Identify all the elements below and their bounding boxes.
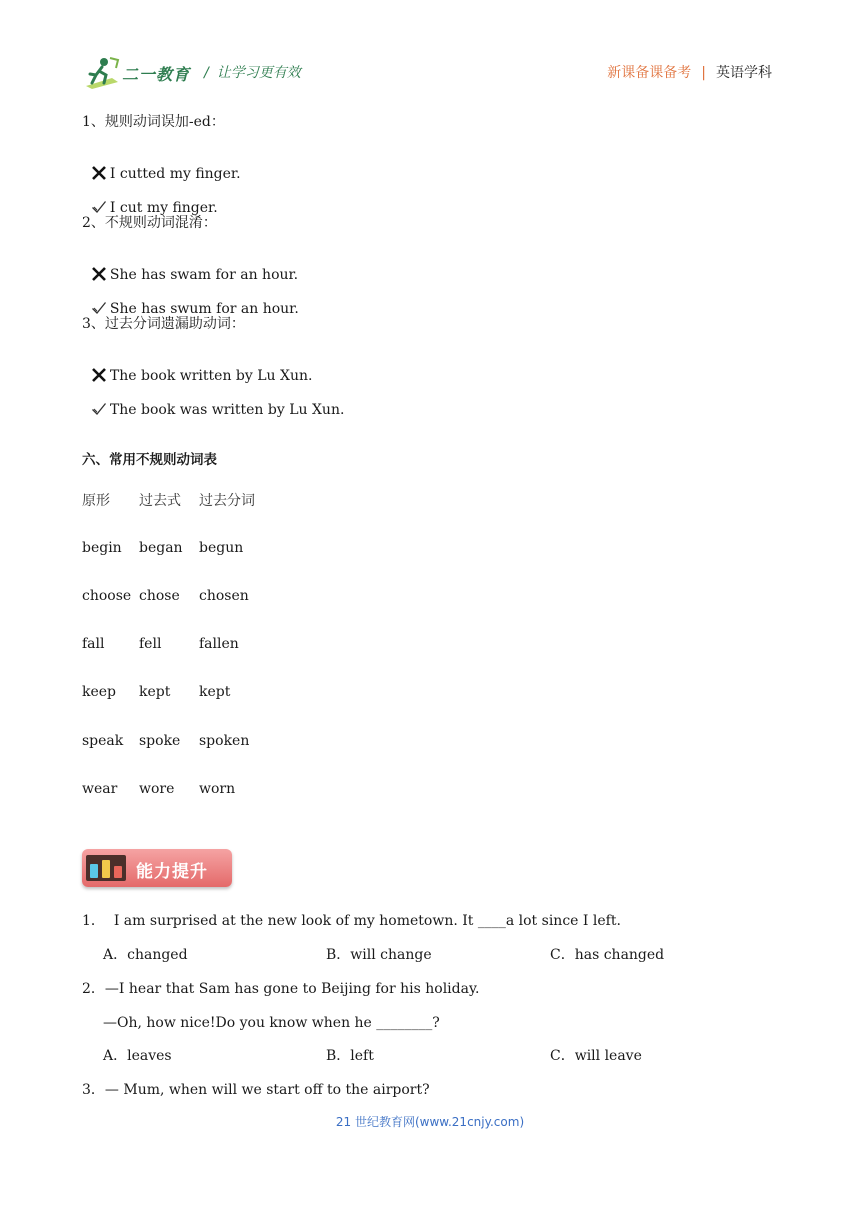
table-cell: fallen — [199, 636, 239, 652]
right-example — [82, 383, 344, 419]
cross-icon — [91, 266, 107, 282]
table-cell: kept — [199, 684, 231, 700]
cross-icon — [91, 367, 107, 383]
table-cell: fall — [82, 636, 105, 652]
wrong-text: She has swam for an hour. — [109, 267, 299, 283]
table-cell: kept — [139, 684, 171, 700]
chart-icon — [86, 855, 126, 881]
question-text: I am surprised at the new look of my hometown. It ____a lot since I left. — [113, 913, 621, 929]
table-cell: spoken — [199, 733, 250, 749]
question-number: 2． — [82, 981, 105, 997]
table-cell: chose — [139, 588, 180, 604]
question-number: 3． — [82, 1082, 105, 1098]
table-cell: choose — [82, 588, 132, 604]
wrong-example — [82, 349, 312, 385]
badge-label: 能力提升 — [136, 862, 208, 882]
slogan-text: 让学习更有效 — [216, 65, 301, 81]
option: A．changed — [103, 947, 188, 963]
section-badge — [82, 849, 232, 887]
option: C．has changed — [550, 947, 665, 963]
table-cell: began — [139, 540, 183, 556]
right-example — [82, 181, 218, 217]
table-cell: spoke — [139, 733, 181, 749]
error-title: 2、不规则动词混淆： — [82, 215, 217, 231]
table-cell: begun — [199, 540, 244, 556]
table-cell: chosen — [199, 588, 249, 604]
tag-separator: | — [701, 65, 706, 81]
right-text: I cut my finger. — [109, 200, 218, 216]
tag-secondary: 英语学科 — [716, 65, 772, 81]
question — [82, 1081, 430, 1099]
column-header: 过去分词 — [199, 493, 255, 509]
wrong-example — [82, 147, 241, 183]
section-title: 六、常用不规则动词表 — [82, 452, 217, 468]
wrong-text: I cutted my finger. — [109, 166, 241, 182]
wrong-text: The book written by Lu Xun. — [109, 368, 313, 384]
logo-text: 二一教育 — [122, 65, 191, 84]
question-text: —I hear that Sam has gone to Beijing for his holiday. — [104, 981, 480, 997]
subject-tags — [607, 62, 772, 82]
right-text: She has swum for an hour. — [109, 301, 299, 317]
cross-icon — [91, 165, 107, 181]
brand-logo — [82, 56, 192, 90]
table-cell: wore — [139, 781, 175, 797]
page-header — [0, 0, 860, 100]
table-cell: worn — [199, 781, 236, 797]
error-title: 3、过去分词遗漏助动词： — [82, 316, 245, 332]
page-footer: 21 世纪教育网(www.21cnjy.com) — [335, 1115, 525, 1129]
table-cell: keep — [82, 684, 117, 700]
option: A．leaves — [103, 1048, 172, 1064]
check-icon — [91, 300, 107, 316]
question — [82, 912, 621, 930]
question — [82, 980, 479, 998]
check-icon — [91, 199, 107, 215]
question-text: —Oh, how nice!Do you know when he ________? — [103, 1015, 440, 1031]
table-cell: speak — [82, 733, 124, 749]
option: B．left — [326, 1048, 374, 1064]
runner-icon — [82, 56, 122, 90]
table-cell: wear — [82, 781, 118, 797]
column-header: 原形 — [82, 493, 110, 509]
tag-primary: 新课备课备考 — [607, 65, 692, 81]
slogan: / 让学习更有效 — [204, 65, 301, 81]
right-text: The book was written by Lu Xun. — [109, 402, 345, 418]
question-number: 1． — [82, 913, 105, 929]
table-cell: fell — [139, 636, 162, 652]
question-text: — Mum, when will we start off to the airport? — [104, 1082, 430, 1098]
check-icon — [91, 401, 107, 417]
column-header: 过去式 — [139, 493, 181, 509]
wrong-example — [82, 248, 298, 284]
right-example — [82, 282, 299, 318]
option: B．will change — [326, 947, 432, 963]
table-cell: begin — [82, 540, 122, 556]
error-title: 1、规则动词误加-ed： — [82, 114, 225, 130]
option: C．will leave — [550, 1048, 642, 1064]
